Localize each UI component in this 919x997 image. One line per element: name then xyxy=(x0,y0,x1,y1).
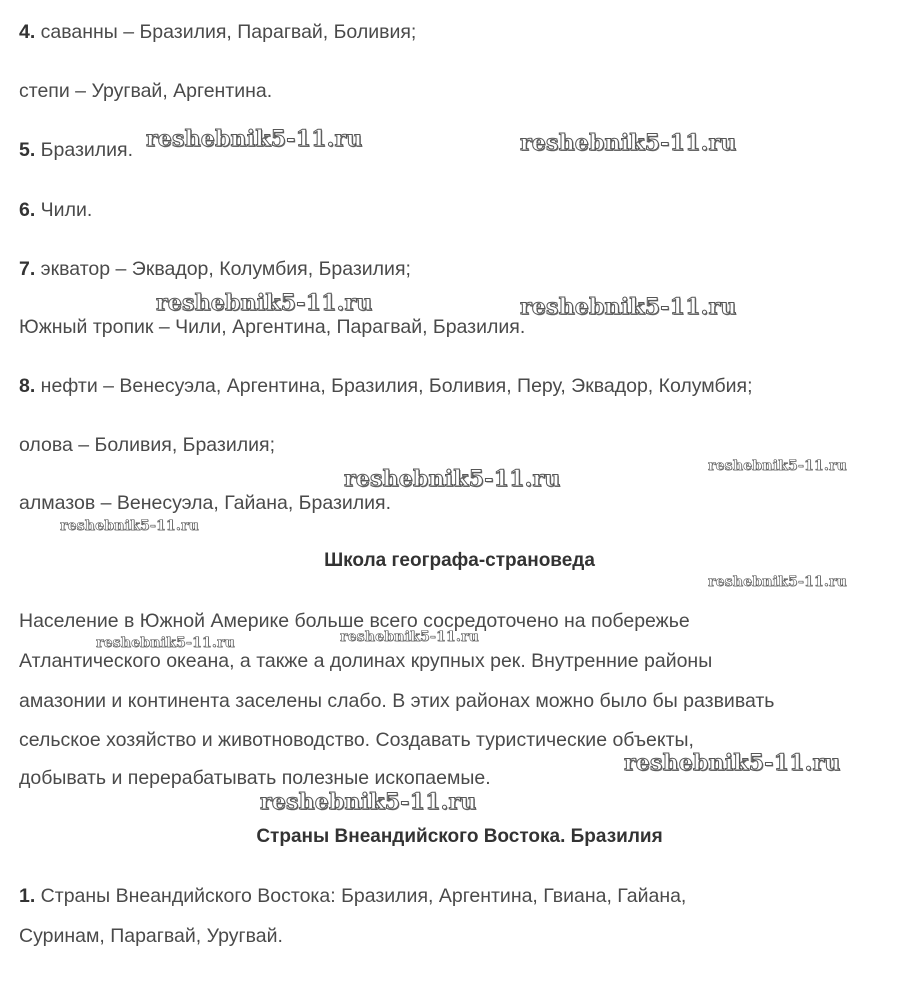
answer-number: 5. xyxy=(19,139,36,161)
watermark: reshebnik5-11.ru xyxy=(96,635,235,651)
answer-number: 4. xyxy=(19,21,36,43)
watermark: reshebnik5-11.ru xyxy=(340,629,479,645)
watermark: reshebnik5-11.ru xyxy=(520,294,737,320)
section-heading-school: Школа географа-страноведа xyxy=(324,550,595,571)
answer-4-line-1 xyxy=(19,20,416,44)
paragraph-line: Население в Южной Америке больше всего сосредоточено на побережье xyxy=(19,610,690,632)
watermark: reshebnik5-11.ru xyxy=(260,789,477,815)
watermark: reshebnik5-11.ru xyxy=(344,466,561,492)
watermark: reshebnik5-11.ru xyxy=(624,750,841,776)
answer-number: 6. xyxy=(19,199,36,221)
paragraph-line: амазонии и континента заселены слабо. В этих районах можно было бы развивать xyxy=(19,690,775,712)
section-heading-brazil: Страны Внеандийского Востока. Бразилия xyxy=(256,826,663,847)
paragraph-line: сельское хозяйство и животноводство. Создавать туристические объекты, xyxy=(19,729,694,751)
watermark: reshebnik5-11.ru xyxy=(60,518,199,534)
watermark: reshebnik5-11.ru xyxy=(146,126,363,152)
watermark: reshebnik5-11.ru xyxy=(156,290,373,316)
watermark: reshebnik5-11.ru xyxy=(708,574,847,590)
answer-8-line-1 xyxy=(19,374,753,398)
answer-5 xyxy=(19,138,133,162)
answer-7-line-2: Южный тропик – Чили, Аргентина, Парагвай, Бразилия. xyxy=(19,316,526,338)
answer-6 xyxy=(19,198,92,222)
answer-text: экватор – Эквадор, Колумбия, Бразилия; xyxy=(35,258,411,280)
answer-text: Чили. xyxy=(35,199,93,221)
answer-8-line-2: олова – Боливия, Бразилия; xyxy=(19,434,276,456)
answer-4-line-2: степи – Уругвай, Аргентина. xyxy=(19,80,273,102)
answer-1-line-1 xyxy=(19,884,686,908)
answer-text: нефти – Венесуэла, Аргентина, Бразилия, Боливия, Перу, Эквадор, Колумбия; xyxy=(35,375,753,397)
answer-number: 1. xyxy=(19,885,36,907)
watermark: reshebnik5-11.ru xyxy=(520,130,737,156)
paragraph-line: добывать и перерабатывать полезные ископаемые. xyxy=(19,767,491,789)
answer-text: Бразилия. xyxy=(35,139,134,161)
answer-text: Страны Внеандийского Востока: Бразилия, Аргентина, Гвиана, Гайана, xyxy=(35,885,687,907)
paragraph-line: Атлантического океана, а также а долинах крупных рек. Внутренние районы xyxy=(19,650,713,672)
answer-1-line-2: Суринам, Парагвай, Уругвай. xyxy=(19,925,283,947)
answer-8-line-3: алмазов – Венесуэла, Гайана, Бразилия. xyxy=(19,492,392,514)
answer-number: 7. xyxy=(19,258,36,280)
answer-7-line-1 xyxy=(19,257,411,281)
watermark: reshebnik5-11.ru xyxy=(708,458,847,474)
answer-text: саванны – Бразилия, Парагвай, Боливия; xyxy=(35,21,417,43)
answer-number: 8. xyxy=(19,375,36,397)
